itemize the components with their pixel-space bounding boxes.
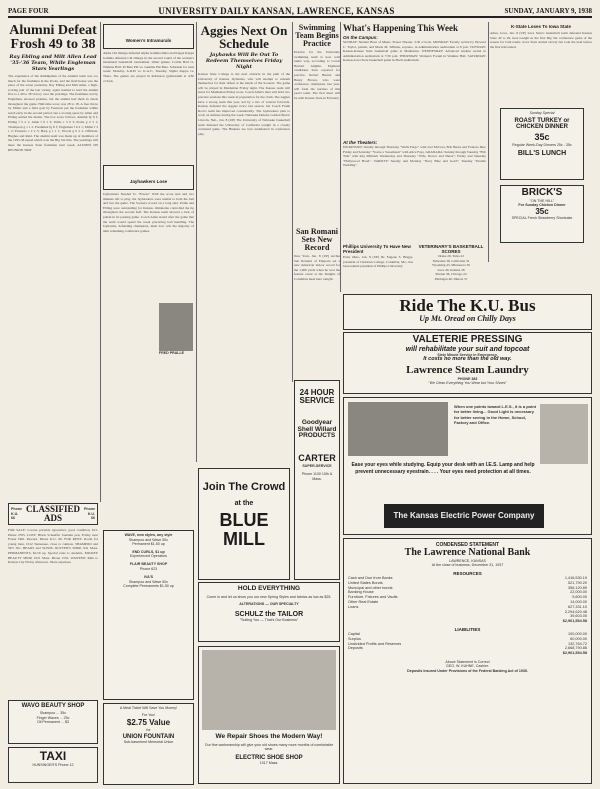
- column-rule: [292, 22, 293, 382]
- aggies-headline: Aggies Next On Schedule: [200, 24, 288, 51]
- swimming-body: Practice for the University swimming team is now well under way, according to Coach Herbert Allphin. Eighteen candidates have reported for practice. Robert Burnie and Henry Brown, who were conference champions last year, will form the nucleus of this year's team. The first meet will be with Kansas State in February.: [294, 50, 340, 100]
- row-label: Banking House: [348, 590, 374, 595]
- bank-location: LAWRENCE, KANSAS: [449, 558, 486, 563]
- union-price: $2.75 Value: [126, 718, 171, 728]
- row-value: 1,416,530.19: [564, 575, 587, 580]
- intramurals-body: Alpha Chi Omega defeated Alpha Gamma Delta and Kappa Kappa Gamma defeated Chi Omega in the second round of the women's intramural basketball tournament. Other games: Corbin Hall vs. Watkins Hall; Pi Beta Phi vs. Gamma Phi Beta. Schedule for next week: Monday, A.D.Pi vs. K.A.T.; Tuesday, Sigma Kappa vs. Theta. The games are played in Robinson gymnasium at 4:30 o'clock.: [103, 51, 194, 83]
- masthead: [8, 6, 592, 18]
- page-number: PAGE FOUR: [8, 7, 49, 15]
- valeterie-line2: Sixty Minute Service in Emergency.: [437, 352, 498, 357]
- shop-ads: WAVE, new styles, any style Shampoo and Wave 50c Permanent $1.50 up END CURLS, $1 up Experienced Operators FLAIR BEAUTY SHOP Phone 623 IVA'S Shampoo and Wave 50c Complete Permanents $1.50 up: [103, 530, 194, 700]
- bills-turkey: ROAST TURKEY or CHICKEN DINNER: [514, 117, 570, 130]
- happening-theaters: At the Theaters:: [343, 140, 378, 145]
- row-value: 356,120.89: [567, 585, 587, 590]
- resources-table: [348, 576, 587, 610]
- bills-special: Sunday Special: [529, 111, 555, 115]
- bluemill-at-the: at the: [234, 499, 254, 507]
- wavo-ad-title: WAVO BEAUTY SHOP: [21, 703, 85, 709]
- ku-bus-ad: [343, 294, 592, 330]
- union-ad: A Meal Ticket Will Save You Money! For You! $2.75 Value for UNION FOUNTAIN Sub-basement Memorial Union: [103, 703, 194, 785]
- row-label: Furniture, Fixtures and Vaults: [348, 595, 398, 600]
- row-label: Capital: [348, 631, 360, 636]
- swimming-headline: Swimming Team Begins Practice: [295, 24, 339, 48]
- bus-title: Ride The K.U. Bus: [399, 296, 536, 315]
- row-value: 100,000.00: [567, 631, 587, 636]
- resources-label: RESOURCES: [453, 570, 482, 576]
- happening-body: SUNDAY: Student Hour of Music, Fraser Theater, 3:30 o'clock. MONDAY: Faculty recital by Howard C. Taylor, pianist, and Marie M. Wilkins, soprano, in Administration auditorium at 8 p.m. TUESDAY: Kansas-Kansas State basketball game at Manhattan. WEDNESDAY: Advanced student recital in Administration auditorium at 7:30 p.m. THURSDAY: Women's Forum in Watkins Hall. SATURDAY: Kansas-Iowa State basketball game in Hoch auditorium.: [343, 40, 486, 63]
- kstate-article: [490, 24, 592, 104]
- happening-sub: On the Campus:: [343, 35, 378, 40]
- san-romani-headline: San Romani Sets New Record: [295, 228, 338, 252]
- valeterie-ad: [343, 332, 592, 394]
- carter-title: CARTER: [298, 453, 336, 464]
- row-value: 132,764.72: [567, 641, 587, 646]
- swimming-article: [294, 24, 340, 244]
- classified-phone-right: Phone K.U. 66: [84, 507, 95, 521]
- valeterie-line3: It costs no more than the old way.: [423, 356, 512, 363]
- photo-caption: FRED PRALLE: [158, 351, 185, 355]
- phillips-body: Enid, Okla., Jan. 8 (UP) Dr. Eugene S. Briggs, president of Christian College, Columbia, Mo., has been named president of Phillips University.: [343, 255, 413, 269]
- row-label: Other Real Estate: [348, 599, 379, 604]
- bluemill-title: BLUE MILL: [219, 509, 269, 549]
- aggies-body: Kansas State College is the next obstacle in the path of the University of Kansas Jayhawks, who will attempt to redeem themselves for their defeat at the hands of the Sooners. The game will be played in Manhattan Friday night. The Kansas team will leave for Manhattan Friday noon. Coach Allen's men will hold two practice sessions this week in preparation for the clash. The Aggies have a strong team this year, led by a trio of veteran forwards. Kansas defeated the Aggies twice last season, but Coach Frank Root's team has improved considerably. The Jayhawkers plan to work on defense during the week. Nebraska Defeats Golden Bears: Lincoln, Neb., Jan. 8 (UP) The University of Nebraska basketball team defeated the University of California tonight in a closely contested game. The Huskers are now undefeated in conference play.: [198, 72, 290, 136]
- classified-listings: FOR SALE: Corona portable typewriter, good condition, $15. Phone 2765. LOST: Black Schaeffer fountain pen, Friday near Fraser Hall. Reward. Phone K.U. 66. FOR RENT: Room for young man, 1012 Tennessee, close to campus. SHAMPOO and SET 50c. BEADS and SLEDS. RUTTER'S SHOP, 941 Mass. PERMANENTS, $2.50 up. Special rates to students. MICKEY BEAUTY SHOP, 1021 Mass. Phone 1552. WANTED: Ride to Kansas City Friday afternoon. Share expenses.: [8, 528, 98, 565]
- bank-footer1: Above Statement Is Correct: [445, 659, 490, 664]
- classified-phone-left: Phone K.U. 66: [11, 507, 22, 521]
- valeterie-title: VALETERIE PRESSING: [412, 334, 523, 345]
- issue-date: SUNDAY, JANUARY 9, 1938: [504, 7, 592, 15]
- schulz-ad: [198, 582, 340, 642]
- bus-sub: Up Mt. Oread on Chilly Days: [419, 313, 516, 323]
- wavo-ad: WAVO BEAUTY SHOP Shampoo ... 35c Finger Waves ... 25c Oil Permanent ... $3: [8, 700, 98, 744]
- kansas-electric-ad: [343, 397, 592, 535]
- article-subhead: Ray Ebling and Milt Allen Lead '35-'36 Team, While Engleman Stars Yearlings: [9, 54, 97, 72]
- bills-lunch-ad: Sunday Special ROAST TURKEY or CHICKEN DINNER 35c Regular Week-Day Dinners 25c - 35c BILL'S LUNCH: [500, 108, 584, 180]
- schulz-title: HOLD EVERYTHING: [237, 585, 301, 592]
- bricks-special2: SPECIAL Fresh Strawberry Shortcake: [511, 216, 573, 221]
- jayhawkers-body: Jayhawkers Needed To "Freeze" With the score tied and two minutes left to play, the Jayhawkers were unable to hold the ball and lost the game. The Sooners scored on a long shot. Pralle and Ebling were outstanding for Kansas. Oklahoma controlled the tip throughout the second half. The Kansas team showed a lack of polish in its passing game. Coach Allen stated after the game that the team would spend the week practicing ball handling. The Jayhawks, defending champions, must now win the majority of their remaining conference games.: [103, 192, 194, 233]
- shoe-line: Our fine workmanship will give your old shoes many more months of comfortable wear.: [204, 742, 334, 752]
- bricks-price: 35c: [535, 206, 549, 216]
- schulz-brand: SCHULZ the TAILOR: [234, 611, 304, 618]
- happening-headline: What's Happening This Week: [343, 24, 458, 33]
- row-label: Surplus: [348, 636, 361, 641]
- taxi-ad-title: TAXI: [39, 749, 67, 763]
- resources-total: $2,961,554.58: [562, 619, 587, 624]
- intramurals-title: Women's Intramurals: [125, 38, 172, 43]
- whats-happening: [343, 24, 486, 242]
- row-value: 2,668,790.86: [564, 646, 587, 651]
- article-headline: Alumni Defeat Frosh 49 to 38: [9, 24, 97, 52]
- bank-footer2: GEO. W. KUHNE, Cashier.: [446, 664, 489, 669]
- kstate-body: Ames, Iowa, Jan. 8 (UP) Iowa State's basketball team defeated Kansas State 40 to 29, here tonight in the first Big Six conference game of the season for both teams. Iowa State started slowly but took the lead before the first half ended.: [490, 31, 592, 49]
- union-ad-title: UNION FOUNTAIN: [122, 734, 175, 741]
- valeterie-tagline: "We Clean Everything You Wear but Your Shoes": [428, 381, 507, 386]
- row-label: United States Bonds: [348, 580, 383, 585]
- article-body: The experience of the midshipmen of the Alumni team was too much for the freshmen in the Pocks, and the field house was the place of the scene yesterday. Ray Ebling and Milt Allen, a high-scoring pair of the last varsity, again teamed to lead the alumni five to a 49 to 38 victory over the yearlings. The freshmen, led by Engleman, showed promise, but the alumni had them in check throughout the game. Half-time score was 28 to 18. A free throw by Miller and a field goal by Fearnots put the freshmen within reach early in the second period, but a scoring spree by Allen and Ebling settled the matter. The box score follows. Alumni fg ft f; Ebling f 5 2 1; Allen f 6 1 2; Wells c 3 0 3; Pralle g 2 3 1; Thompson g 1 1 2. Freshmen fg ft f; Engleman f 6 2 1; Miller f 3 1 2; Fearnots c 2 2 3; Harp g 1 1 1; Woods g 0 2 2. Officials: Hughes and Reid. The alumni team was made up of members of the 1935-36 squad which won the Big Six title. The yearlings will meet the Kansas State freshmen next week. ALUMNI ON REUNION TRIP: [8, 74, 98, 152]
- electric-shoe-ad: [198, 646, 340, 784]
- row-value: 627,331.10: [567, 604, 587, 609]
- row-value: 5,600.00: [572, 595, 587, 600]
- bluemill-join: Join The Crowd: [202, 481, 286, 493]
- san-romani-article: [294, 228, 340, 378]
- carter-sub: SUPER-SERVICE: [302, 463, 332, 468]
- theaters-body: DICKINSON: Sunday through Thursday "Wells Fargo" with Joel McCrea, Bob Burns and Frances Dee; Friday and Saturday "You're a Sweetheart" with Alice Faye. GRANADA: Sunday through Tuesday "Ebb Tide" with Ray Milland; Wednesday and Thursday "Wife, Doctor and Nurse"; Friday and Saturday "Hollywood Hotel". VARSITY: Sunday and Monday "Navy Blue and Gold"; Tuesday "Double Wedding".: [343, 145, 486, 168]
- bank-statement: [343, 538, 592, 784]
- liabilities-table: [348, 632, 587, 651]
- shoe-title: We Repair Shoes the Modern Way!: [215, 733, 323, 740]
- column-rule: [100, 22, 101, 502]
- row-label: Cash and Due from Banks: [348, 575, 393, 580]
- intramurals-header: [103, 24, 194, 49]
- bank-name: The Lawrence National Bank: [404, 547, 531, 559]
- carter-phone: Phone 1100 10th & Mass.: [301, 472, 333, 481]
- schulz-tagline: "Suiting You — That's Our Business": [239, 618, 299, 623]
- classified-title: CLASSIFIED ADS: [25, 504, 81, 523]
- phillips-article: [343, 244, 413, 292]
- bank-date: At the close of business, December 31, 1937: [431, 563, 504, 568]
- column-3: [198, 24, 290, 444]
- newspaper-title: UNIVERSITY DAILY KANSAN, LAWRENCE, KANSAS: [158, 6, 395, 16]
- bricks-special: For Sunday Chicken Dinner: [518, 203, 566, 208]
- row-value: 521,790.20: [567, 580, 587, 585]
- basketball-scores: VETERINARY'S BASKETBALL SCORES Drake 29, Tulsa 22 Nebraska 38, California 32 Wyoming 45, Minnesota 36 Iowa 40, Indiana 28 Purdue 36, Chicago 24 Michigan 46, Illinois 37: [416, 244, 486, 292]
- schulz-line: Come in and let us show you our new Spring Styles and fabrics as low as $25.: [206, 594, 332, 599]
- column-2: [103, 24, 194, 524]
- bricks-title: BRICK'S: [521, 187, 563, 198]
- electric-brand: The Kansas Electric Power Company: [384, 504, 544, 528]
- row-label: Deposits: [348, 646, 363, 651]
- resources-sub2: 39,603.00: [570, 614, 587, 619]
- shoe-illustration: [202, 650, 336, 730]
- valeterie-line1: will rehabilitate your suit and topcoat: [405, 345, 530, 353]
- carter-ad: [294, 380, 340, 580]
- bricks-sub: "ON THE HILL": [529, 198, 555, 203]
- phillips-headline: Phillips University To Have New President: [343, 244, 411, 254]
- shoe-addr: 1017 Mass.: [259, 761, 279, 766]
- column-1: [8, 24, 98, 494]
- row-value: 60,000.00: [570, 636, 587, 641]
- schulz-alterations: ALTERATIONS — OUR SPECIALTY: [239, 602, 299, 607]
- kstate-headline: K-State Loses To Iowa State: [511, 24, 571, 29]
- column-rule: [196, 22, 197, 462]
- row-value: 22,000.00: [570, 590, 587, 595]
- row-label: Loans: [348, 604, 359, 609]
- player-photo: [159, 303, 193, 351]
- column-rule: [488, 22, 489, 262]
- basketball-headline: VETERINARY'S BASKETBALL SCORES: [418, 244, 484, 254]
- bluemill-ad: [198, 468, 290, 580]
- valeterie-brand: Lawrence Steam Laundry: [406, 364, 529, 377]
- jayhawkers-header: [103, 165, 194, 190]
- liabilities-label: LIABILITIES: [454, 626, 481, 632]
- electric-text2: Ease your eyes while studying. Equip your desk with an I.E.S. Lamp and help prevent unnecessary eyestrain. . . . Your eyes need protection at all times.: [351, 462, 535, 475]
- taxi-ad: TAXI HUNSINGER'S Phone 12: [8, 747, 98, 783]
- column-rule: [340, 22, 341, 292]
- liabilities-total: $2,961,554.58: [562, 651, 587, 656]
- row-label: Undivided Profits and Reserves: [348, 641, 402, 646]
- row-label: Municipal and other bonds: [348, 585, 393, 590]
- resources-sub1: 2,294,620.48: [564, 609, 587, 614]
- carter-products: Goodyear Shell Willard PRODUCTS: [297, 418, 337, 440]
- classified-header: [8, 503, 98, 525]
- valeterie-phone: PHONE 383: [457, 376, 478, 381]
- shoe-brand: ELECTRIC SHOE SHOP: [235, 755, 303, 761]
- studying-illustration: [348, 402, 448, 456]
- bills-title: BILL'S LUNCH: [517, 150, 567, 158]
- electric-text1: When one points toward L.E.S., it is a point for better living... Good Light is necessary for better seeing in the Home, School, Factory and Office.: [454, 404, 536, 426]
- jayhawkers-title: Jayhawkers Lose: [129, 179, 168, 184]
- bank-footer3: Deposits Insured Under Provisions of the Federal Banking Act of 1935.: [407, 669, 528, 674]
- bank-condensed: CONDENSED STATEMENT: [435, 542, 500, 548]
- lamp-illustration: [540, 404, 588, 464]
- carter-24hour: 24 HOUR SERVICE: [299, 388, 335, 406]
- row-value: 14,000.00: [570, 599, 587, 604]
- bills-price: 35c: [534, 132, 550, 143]
- san-romani-body: New York, Jan. 8 (UP) Archie San Romani of Emporia set a new American indoor record for the 1,000 yards when he won the feature event at the Knights of Columbus meet here tonight.: [294, 254, 340, 281]
- bricks-ad: [500, 185, 584, 243]
- aggies-subhead: Jayhawks Will Be Out To Redeem Themselves Friday Night: [205, 52, 283, 70]
